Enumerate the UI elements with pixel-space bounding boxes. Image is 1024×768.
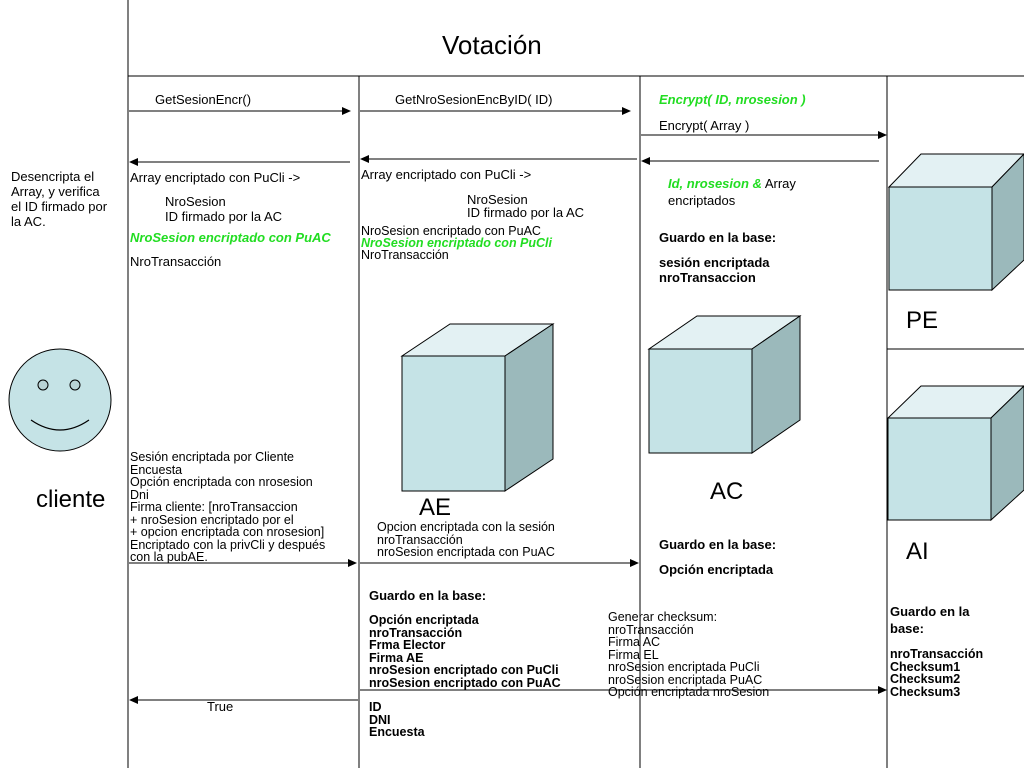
return2-line1: NroSesion encriptado con PuAC <box>361 224 541 238</box>
return2-green: NroSesion encriptado con PuCli <box>361 236 552 250</box>
return1-green: NroSesion encriptado con PuAC <box>130 230 331 245</box>
return2-header: Array encriptado con PuCli -> <box>361 167 532 182</box>
ac-store-bottom-title: Guardo en la base: <box>659 537 777 552</box>
return2-sub-1: NroSesion <box>467 192 528 207</box>
client-note: Desencripta el Array, y verifica el ID firmado por la AC. <box>11 169 108 229</box>
ac-store-bottom-item-1: Opción encriptada <box>659 562 774 577</box>
return1-sub-2: ID firmado por la AC <box>165 209 283 224</box>
label-ai: AI <box>906 538 929 565</box>
return1-last: NroTransacción <box>130 254 222 269</box>
ac-store-top-title: Guardo en la base: <box>659 230 777 245</box>
msg-encrypt-array: Encrypt( Array ) <box>659 118 750 133</box>
ac-store-top-item-1: sesión encriptada <box>659 255 770 270</box>
smiley-icon <box>9 349 111 451</box>
ae-store-items: Opción encriptada nroTransacción Frma Elector Firma AE nroSesion encriptado con PuCli nroSesion encriptado con PuAC ID DNI Encuesta <box>369 613 561 739</box>
return3-line1: Id, nrosesion & Array <box>668 176 796 191</box>
return1-header: Array encriptado con PuCli -> <box>130 170 301 185</box>
ae-to-ac-msg: Opcion encriptada con la sesión nroTransacción nroSesion encriptada con PuAC <box>377 520 555 559</box>
label-cliente: cliente <box>36 486 106 513</box>
cube-ai-icon <box>888 386 1024 520</box>
checksum-msg: Generar checksum: nroTransacción Firma AC Firma EL nroSesion encriptada PuCli nroSesion encriptada PuAC Opción encriptada nroSesion <box>608 610 770 699</box>
true-label: True <box>207 699 234 714</box>
return2-last: NroTransacción <box>361 248 449 262</box>
return3-line2: encriptados <box>668 193 736 208</box>
msg-get-nro: GetNroSesionEncByID( ID) <box>395 92 553 107</box>
label-ac: AC <box>710 478 744 505</box>
ae-store-title: Guardo en la base: <box>369 588 487 603</box>
msg-encrypt-green: Encrypt( ID, nrosesion ) <box>659 92 806 107</box>
page-title: Votación <box>442 30 542 60</box>
msg-get-sesion: GetSesionEncr() <box>155 92 252 107</box>
ai-store-title: Guardo en la base: <box>890 604 970 636</box>
return2-sub-2: ID firmado por la AC <box>467 205 585 220</box>
ai-store-items: nroTransacción Checksum1 Checksum2 Checksum3 <box>890 647 984 699</box>
ac-store-top-item-2: nroTransaccion <box>659 270 756 285</box>
vote-block: Sesión encriptada por Cliente Encuesta Opción encriptada con nrosesion Dni Firma cliente: [nroTransaccion + nroSesion encriptado por el + opcion encriptada con nrosesion] Encriptado con la privCli y después con la pubAE. <box>130 450 326 564</box>
return1-sub-1: NroSesion <box>165 194 226 209</box>
cube-ac-icon <box>649 316 800 453</box>
cube-ae-icon <box>402 324 553 491</box>
label-pe: PE <box>906 307 939 334</box>
label-ae: AE <box>419 494 452 521</box>
cube-pe-icon <box>889 154 1024 290</box>
